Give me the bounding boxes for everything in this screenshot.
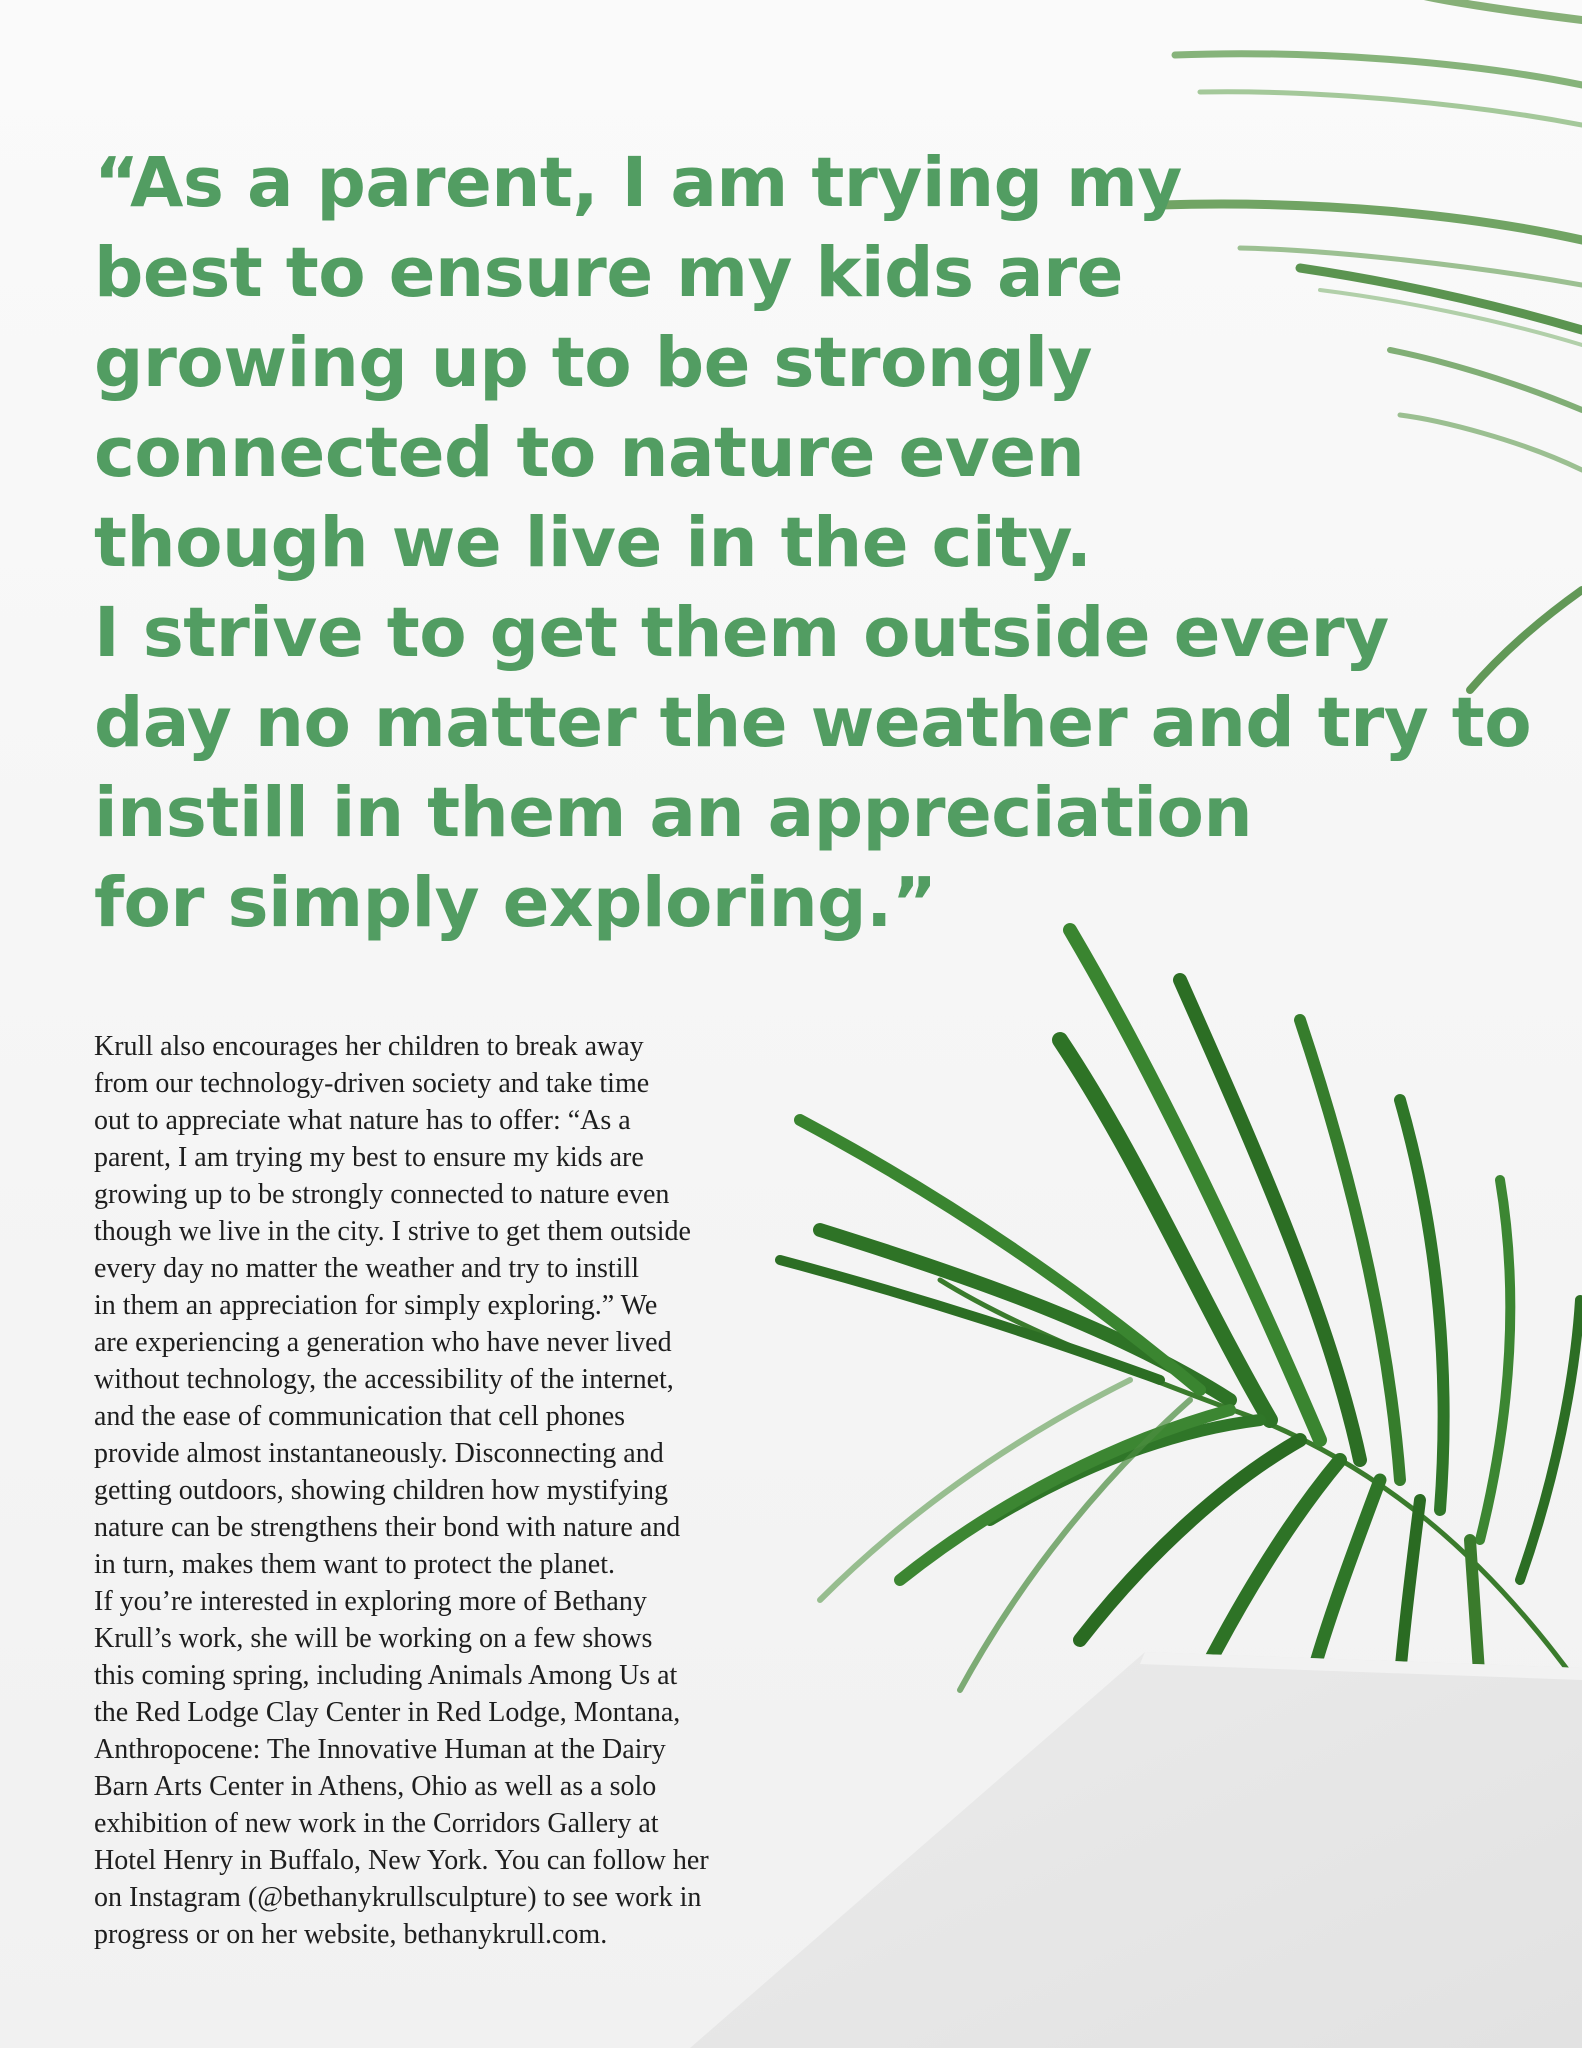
body-line: the Red Lodge Clay Center in Red Lodge, Montana, — [94, 1697, 681, 1728]
body-line: and the ease of communication that cell phones — [94, 1401, 626, 1432]
body-line: in them an appreciation for simply exploring.” We — [94, 1290, 658, 1321]
body-line: Anthropocene: The Innovative Human at the Dairy — [94, 1734, 666, 1765]
pull-quote-line: I strive to get them outside every — [94, 593, 1389, 673]
pull-quote-line: for simply exploring.” — [94, 863, 937, 943]
body-line: progress or on her website, bethanykrull.com. — [94, 1919, 608, 1950]
body-line: this coming spring, including Animals Among Us at — [94, 1660, 678, 1691]
pull-quote-line: though we live in the city. — [94, 503, 1092, 583]
pull-quote-line: connected to nature even — [94, 413, 1085, 493]
pull-quote — [94, 138, 1532, 948]
body-line: on Instagram (@bethanykrullsculpture) to see work in — [94, 1882, 702, 1913]
article-body — [94, 1028, 774, 1953]
body-line: out to appreciate what nature has to offer: “As a — [94, 1105, 631, 1136]
body-line: If you’re interested in exploring more of Bethany — [94, 1586, 647, 1617]
body-line: exhibition of new work in the Corridors Gallery at — [94, 1808, 659, 1839]
body-line: Krull’s work, she will be working on a few shows — [94, 1623, 653, 1654]
pull-quote-line: growing up to be strongly — [94, 323, 1093, 403]
body-line: getting outdoors, showing children how mystifying — [94, 1475, 668, 1506]
body-line: parent, I am trying my best to ensure my kids are — [94, 1142, 644, 1173]
body-line: Barn Arts Center in Athens, Ohio as well as a solo — [94, 1771, 657, 1802]
body-line: though we live in the city. I strive to get them outside — [94, 1216, 691, 1247]
body-line: provide almost instantaneously. Disconnecting and — [94, 1438, 664, 1469]
white-planter — [690, 1652, 1582, 2048]
pull-quote-line: instill in them an appreciation — [94, 773, 1253, 853]
body-line: every day no matter the weather and try to instill — [94, 1253, 640, 1284]
pull-quote-line: day no matter the weather and try to — [94, 683, 1532, 763]
body-line: growing up to be strongly connected to nature even — [94, 1179, 670, 1210]
pull-quote-line: “As a parent, I am trying my — [94, 143, 1182, 223]
body-line: in turn, makes them want to protect the planet. — [94, 1549, 615, 1580]
body-line: from our technology-driven society and take time — [94, 1068, 650, 1099]
body-line: are experiencing a generation who have never lived — [94, 1327, 672, 1358]
pull-quote-line: best to ensure my kids are — [94, 233, 1123, 313]
bottom-palm-frond — [780, 930, 1580, 1760]
body-line: nature can be strengthens their bond with nature and — [94, 1512, 681, 1543]
body-line: Hotel Henry in Buffalo, New York. You can follow her — [94, 1845, 709, 1876]
body-line: without technology, the accessibility of the internet, — [94, 1364, 674, 1395]
body-line: Krull also encourages her children to break away — [94, 1031, 644, 1062]
